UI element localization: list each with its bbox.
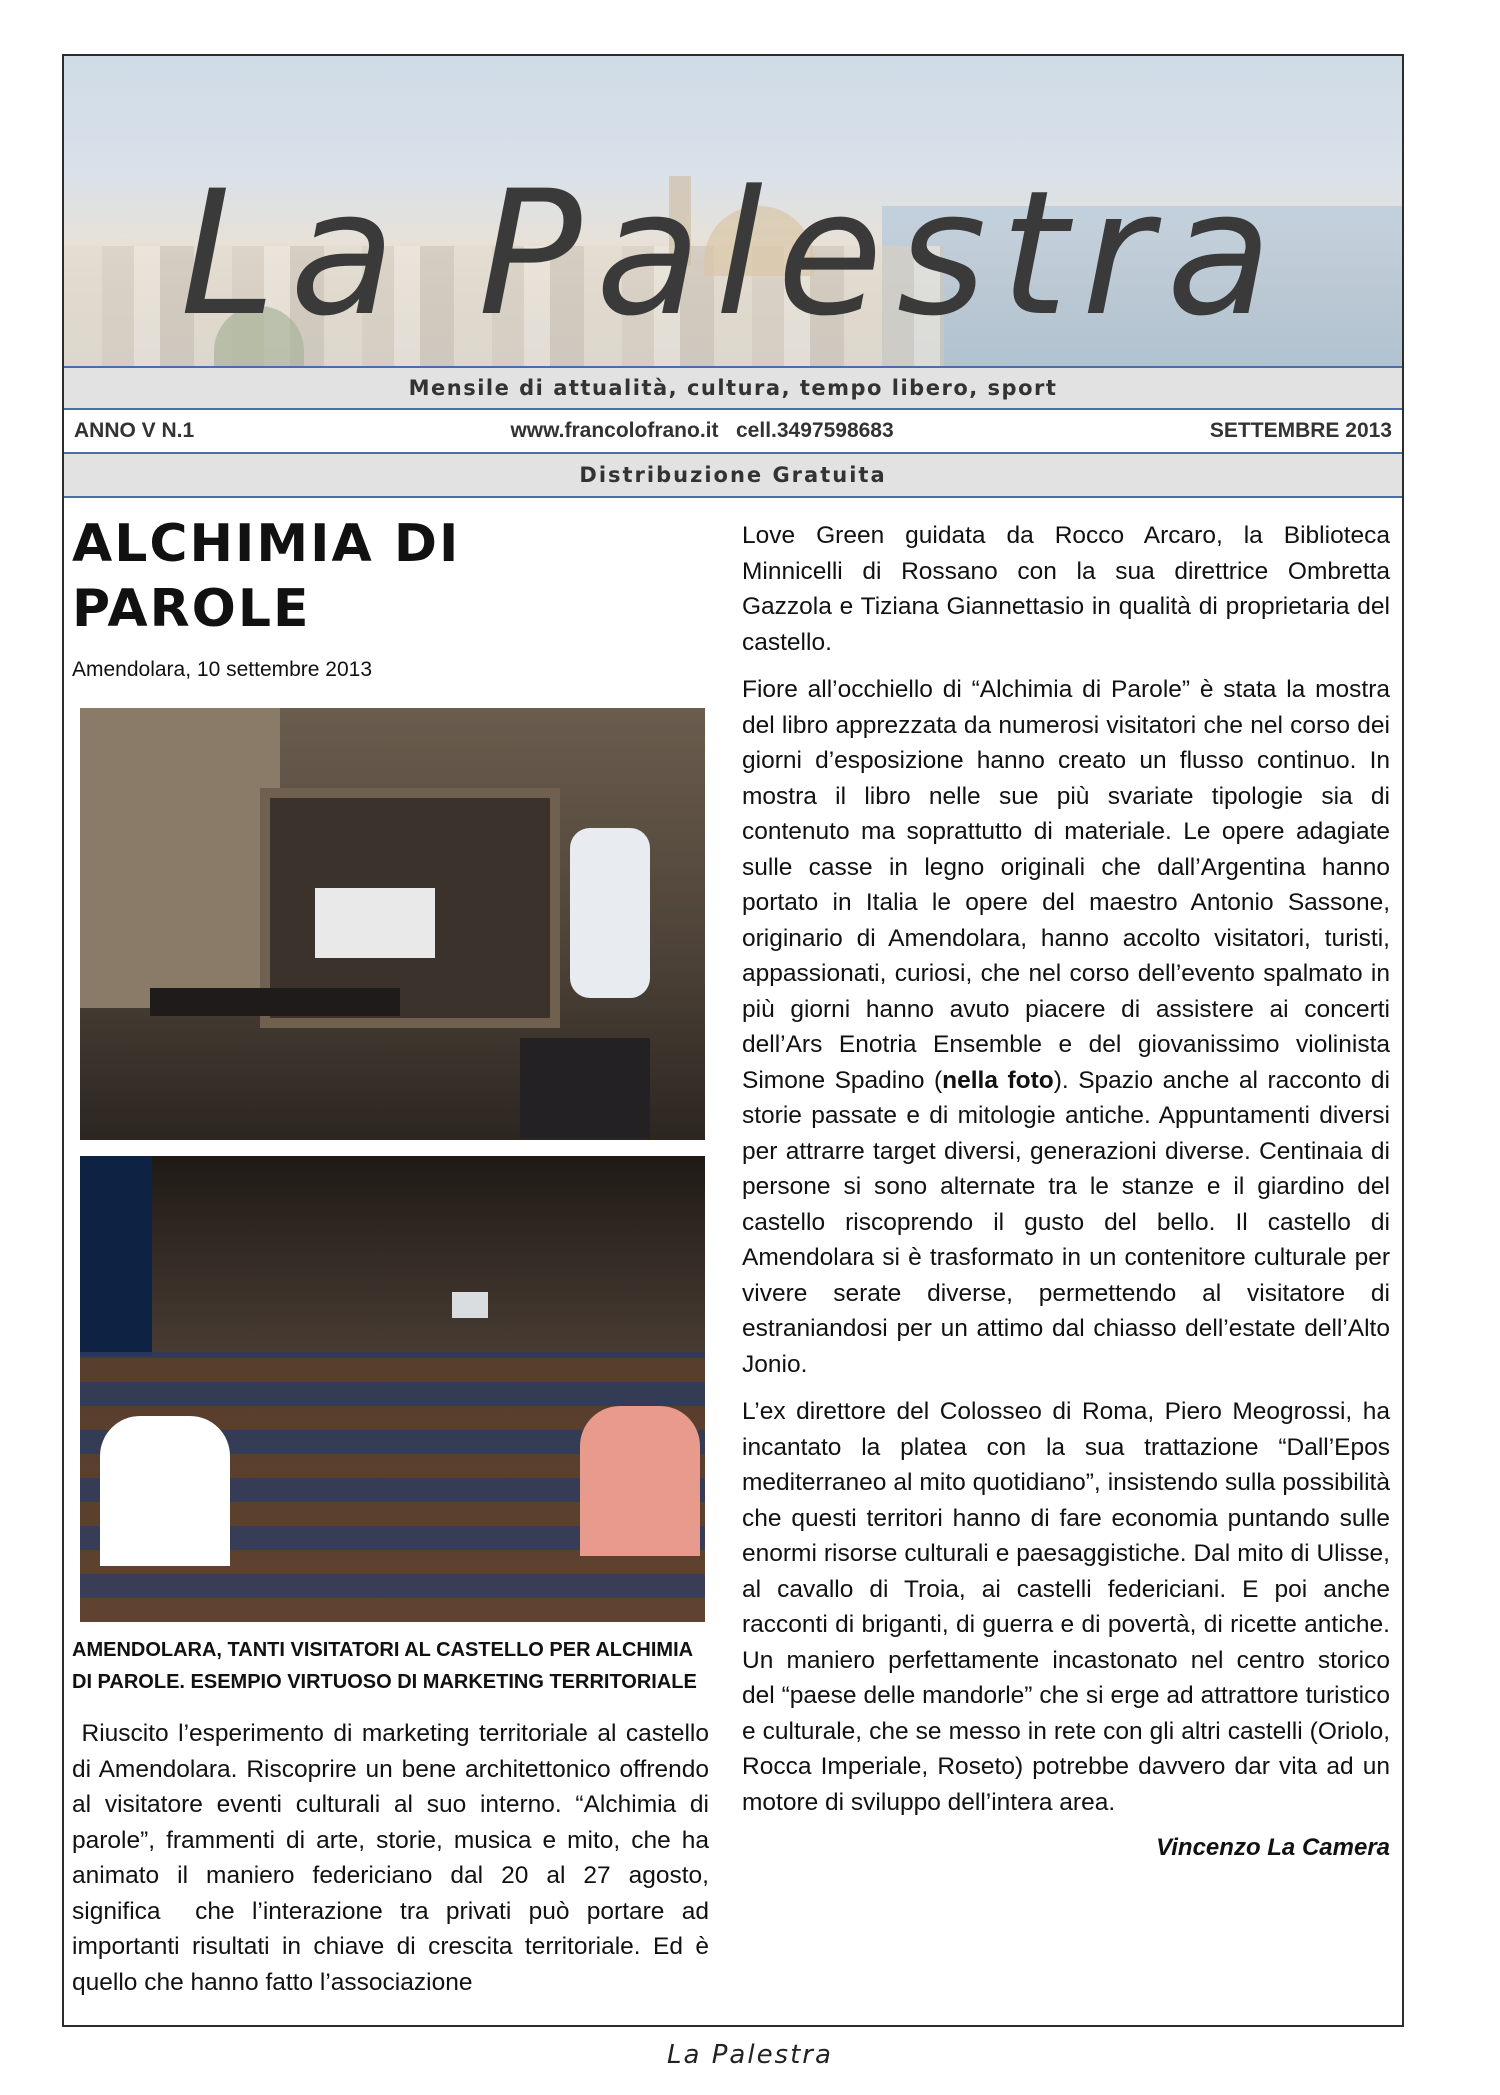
photo-caption: AMENDOLARA, TANTI VISITATORI AL CASTELLO PER ALCHIMIA DI PAROLE. ESEMPIO VIRTUOSO DI MARKETING TERRITORIALE <box>72 1639 697 1693</box>
masthead-banner <box>64 56 1402 368</box>
article-paragraph-3: L’ex direttore del Colosseo di Roma, Piero Meogrossi, ha incantato la platea con la sua trattazione “Dall’Epos mediterraneo al mito quotidiano”, insistendo sulla possibilità che questi territori hanno di fare economia puntando sulle enormi risorse culturali e paesaggistiche. Dal mito di Ulisse, al cavallo di Troia, ai castelli federiciani. E poi anche racconti di briganti, di guerra e di povertà, di ricette antiche. Un maniero perfettamente incastonato nel centro storico del “paese delle mandorle” che si erge ad attrattore turistico e culturale, che se messo in rete con gli altri castelli (Oriolo, Rocca Imperiale, Roseto) potrebbe davvero dar vita ad un motore di sviluppo dell’intera area. <box>742 1398 1390 1816</box>
article-paragraph-2 <box>742 672 1390 1382</box>
issue-number: ANNO V N.1 <box>74 419 195 442</box>
page-frame <box>62 54 1404 2027</box>
subtitle-band: Mensile di attualità, cultura, tempo libero, sport <box>64 368 1402 410</box>
contact-info: www.francolofrano.it cell.3497598683 <box>510 419 894 442</box>
speaker <box>520 1038 650 1138</box>
projection-screen <box>452 1292 488 1318</box>
violinist <box>570 828 650 998</box>
right-column <box>742 518 1390 1862</box>
article-dateline: Amendolara, 10 settembre 2013 <box>72 658 373 681</box>
keyboard <box>150 988 400 1016</box>
newspaper-title: La Palestra <box>180 153 1286 354</box>
issue-date: SETTEMBRE 2013 <box>1209 419 1392 442</box>
paragraph-2-text-b: ). Spazio anche al racconto di storie passate e di mitologie antiche. Appuntamenti diversi per attrarre target diversi, generazioni diverse. Centinaia di persone si sono alternate tra le stanze e il giardino del castello riscoprendo il gusto del bello. Il castello di Amendolara si è trasformato in un contenitore culturale per vivere serate diverse, permettendo al visitatore di estraniandosi per un attimo dal chiasso dell’estate dell’Alto Jonio. <box>742 1066 1390 1378</box>
issue-info-band <box>64 410 1402 454</box>
page-footer: La Palestra <box>667 2040 833 2070</box>
article-paragraph-1: Love Green guidata da Rocco Arcaro, la Biblioteca Minnicelli di Rossano con la sua direttrice Ombretta Gazzola e Tiziana Giannettasio in qualità di proprietaria del castello. <box>742 522 1390 656</box>
audience-photo <box>80 1156 705 1622</box>
spectator-white-shirt <box>100 1416 230 1566</box>
paragraph-2-text-a: Fiore all’occhiello di “Alchimia di Parole” è stata la mostra del libro apprezzata da numerosi visitatori che nel corso dei giorni d’esposizione hanno creato un flusso continuo. In mostra il libro nelle sue più svariate tipologie sia di contenuto ma soprattutto di materiale. Le opere adagiate sulle casse in legno originali che dall’Argentina hanno portato in Italia le opere del maestro Antonio Sassone, originario di Amendolara, hanno accolto visitatori, turisti, appassionati, curiosi, che nel corso dell’evento spalmato in più giorni hanno avuto piacere di assistere ai concerti dell’Ars Enotria Ensemble e del giovanissimo violinista Simone Spadino ( <box>742 676 1390 1094</box>
concert-photo <box>80 708 705 1140</box>
spectator-pink-shirt <box>580 1406 700 1556</box>
photo-reference: nella foto <box>942 1066 1054 1094</box>
article-headline: ALCHIMIA DI PAROLE <box>72 514 461 639</box>
article-author: Vincenzo La Camera <box>1156 1834 1390 1861</box>
article-intro: Riuscito l’esperimento di marketing territoriale al castello di Amendolara. Riscoprire un bene architettonico offrendo al visitatore eventi culturali al suo interno. “Alchimia di parole”, frammenti di arte, storie, musica e mito, che ha animato il maniero federiciano dal 20 al 27 agosto, significa che l’interazione tra privati può portare ad importanti risultati in chiave di crescita territoriale. Ed è quello che hanno fatto l’associazione <box>72 1720 716 1996</box>
curtain <box>80 1156 152 1356</box>
stone-wall <box>80 708 280 1008</box>
music-stand <box>315 888 435 958</box>
distribution-band: Distribuzione Gratuita <box>64 454 1402 498</box>
left-column <box>72 512 716 2000</box>
